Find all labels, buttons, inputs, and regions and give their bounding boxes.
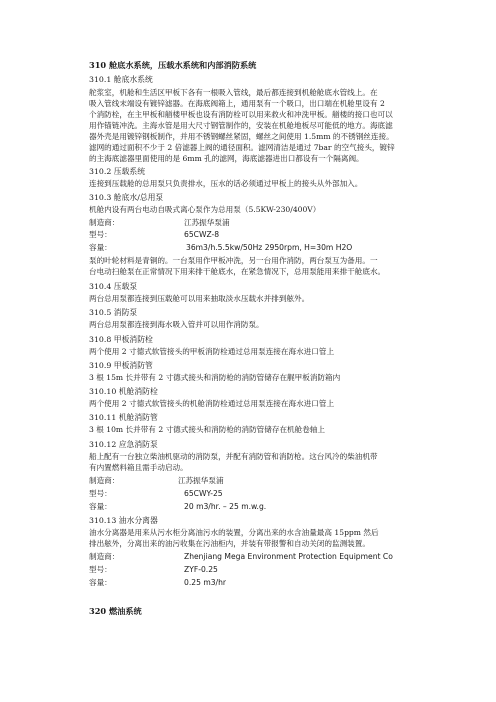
- capacity-label: 容量：: [89, 578, 112, 587]
- section-310-5-title: 310.5 消防泵: [89, 308, 138, 317]
- section-310-13-title: 310.13 油水分离器: [89, 516, 158, 525]
- model-value: 65CWY-25: [184, 489, 223, 498]
- paragraph-line: 滤网的通过面积不少于 2 倍滤器上阀的通径面积。滤网清洁是通过 7bar 的空气接头，镀锌: [89, 143, 395, 152]
- section-310-title: 310 舱底水系统，压载水系统和内部消防系统: [89, 60, 257, 70]
- paragraph-line: 舵浆室，机舱和生活区甲板下各有一根吸入管线，最后都连接到机舱舱底水管线上。在: [89, 88, 378, 97]
- section-310-2-title: 310.2 压载系统: [89, 167, 145, 176]
- maker-value: 江苏振华泵浦: [184, 218, 230, 227]
- capacity-label: 容量：: [89, 243, 112, 252]
- maker-label: 制造商：: [89, 552, 120, 561]
- capacity-value: 36m3/h.5.5kw/50Hz 2950rpm, H=30m H2O: [186, 243, 353, 252]
- paragraph-line: 两个使用 2 寸德式软管接头的甲板消防栓通过总用泵连接在海水进口管上: [89, 347, 335, 356]
- section-310-3-title: 310.3 舱底水/总用泵: [89, 193, 164, 202]
- paragraph-line: 台电动扫舱泵在正常情况下用来排干舱底水，在紧急情况下，总用泵能用来排干舱底水。: [89, 267, 386, 276]
- model-value: 65CWZ-8: [184, 230, 220, 239]
- model-value: ZYF-0.25: [184, 565, 218, 574]
- paragraph-line: 两台总用泵都连接到海水吸入管并可以用作消防泵。: [89, 320, 264, 329]
- paragraph-line: 器外壳是用镀锌钢板制作，并用不锈钢螺丝紧固，螺丝之间使用 1.5mm 的不锈钢丝连接。: [89, 132, 394, 141]
- section-310-11-title: 310.11 机舱消防管: [89, 413, 158, 422]
- section-310-10-title: 310.10 机舱消防栓: [89, 387, 158, 396]
- paragraph-line: 机舱内设有两台电动自吸式离心泵作为总用泵（5.5KW-230/400V）: [89, 205, 321, 214]
- paragraph-line: 船上配有一台独立柴油机驱动的消防泵，并配有消防管和消防枪。这台风冷的柴油机带: [89, 452, 378, 461]
- paragraph-line: 连接到压载舱的总用泵只负责排水，压水的话必须通过甲板上的接头从外部加入。: [89, 179, 363, 188]
- paragraph-line: 排出舷外，分离出来的油污收集在污油柜内，并装有带报警和自动关闭的监测装置。: [89, 539, 370, 548]
- capacity-value: 20 m3/hr. – 25 m.w.g.: [184, 502, 267, 511]
- model-label: 型号：: [89, 489, 112, 498]
- paragraph-line: 的主海底滤器里面使用的是 6mm 孔的滤网，海底滤器进出口都设有一个隔离阀。: [89, 154, 364, 163]
- paragraph-line: 个消防栓，在主甲板和艏楼甲板也设有消防栓可以用来救火和冲洗甲板。艏楼的接口也可以: [89, 110, 393, 119]
- paragraph-line: 两个使用 2 寸德式软管接头的机舱消防栓通过总用泵连接在海水进口管上: [89, 399, 335, 408]
- capacity-label: 容量：: [89, 502, 112, 511]
- paragraph-line: 用作锚链冲洗。主海水管是用大尺寸钢管制作的，安装在机舱地板尽可能低的地方。海底滤: [89, 121, 393, 130]
- paragraph-line: 吸入管线末端设有镀锌滤器。在海底阀箱上，通用泵有一个吸口，出口端在机舱里设有 2: [89, 99, 385, 108]
- maker-label: 制造商：: [89, 476, 120, 485]
- model-label: 型号：: [89, 230, 112, 239]
- paragraph-line: 两台总用泵都连接到压载舱可以用来抽取淡水压载水并排到舷外。: [89, 294, 310, 303]
- paragraph-line: 3 根 15m 长并带有 2 寸德式接头和消防枪的消防管储存在艉甲板消防箱内: [89, 373, 341, 382]
- maker-value: Zhenjiang Mega Environment Protection Equipment Co: [184, 552, 393, 561]
- model-label: 型号：: [89, 565, 112, 574]
- section-310-8-title: 310.8 甲板消防栓: [89, 335, 153, 344]
- section-310-9-title: 310.9 甲板消防管: [89, 361, 153, 370]
- paragraph-line: 泵的叶轮材料是青铜的。一台泵用作甲板冲洗，另一台用作消防，两台泵互为备用。一: [89, 256, 378, 265]
- maker-label: 制造商：: [89, 218, 120, 227]
- section-310-1-title: 310.1 舱底水系统: [89, 75, 153, 84]
- section-310-12-title: 310.12 应急消防泵: [89, 440, 158, 449]
- capacity-value: 0.25 m3/hr: [184, 578, 227, 587]
- paragraph-line: 有内置燃料箱且需手动启动。: [89, 463, 188, 472]
- maker-value: 江苏振华泵浦: [178, 476, 224, 485]
- section-310-4-title: 310.4 压载泵: [89, 282, 138, 291]
- paragraph-line: 油水分离器是用来从污水柜分离油污水的装置，分离出来的水含油量最高 15ppm 然后: [89, 528, 379, 537]
- paragraph-line: 3 根 10m 长并带有 2 寸德式接头和消防枪的消防管储存在机舱卷轴上: [89, 425, 326, 434]
- section-320-title: 320 燃油系统: [89, 606, 142, 616]
